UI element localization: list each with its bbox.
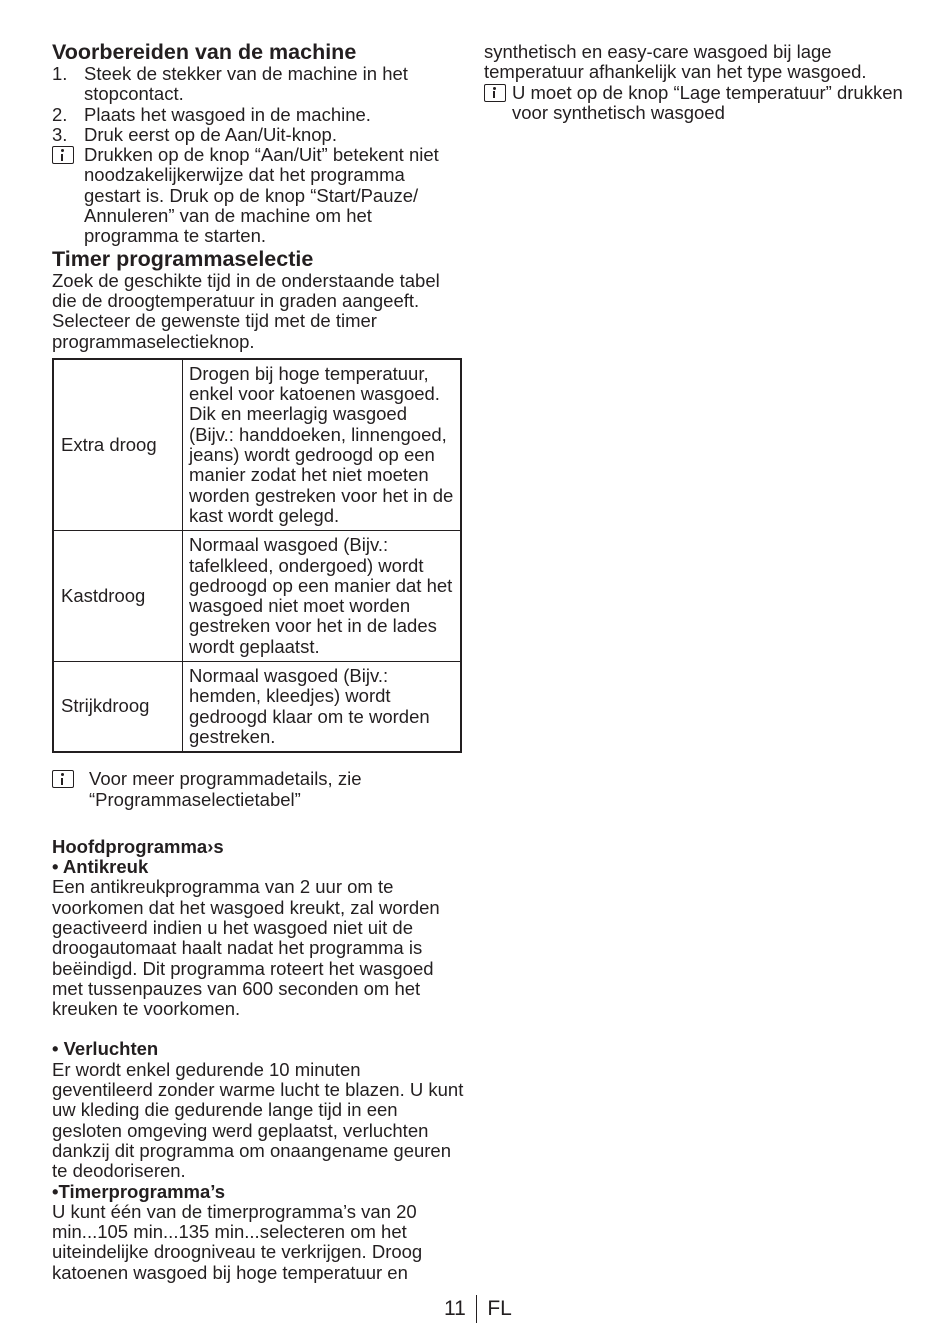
- timer-programs-text: U kunt één van de timerprogramma’s van 20 min...105 min...135 min...selecteren om het uiteindelijke droogniveau te verkrijgen. Droog katoenen wasgoed bij hoge temperatuur en: [52, 1200, 423, 1283]
- info-icon: [52, 770, 74, 788]
- table-row: [53, 662, 461, 753]
- level-cell: Strijkdroog: [53, 662, 183, 753]
- note-program-details: [52, 769, 464, 810]
- verluchten-text: Er wordt enkel gedurende 10 minuten geventileerd zonder warme lucht te blazen. U kunt uw kleding die gedurende lange tijd in een gesloten omgeving werd geplaatst, verluchten dankzij dit programma om onaangename geuren te deodoriseren.: [52, 1058, 464, 1182]
- note-text: Drukken op de knop “Aan/Uit” betekent niet noodzakelijkerwijze dat het programma gestart is. Druk op de knop “Start/Pauze/ Annuleren” van de machine om het programma te starten.: [84, 144, 439, 247]
- antikreuk-text: Een antikreukprogramma van 2 uur om te voorkomen dat het wasgoed kreukt, zal worden geactiveerd indien u het wasgoed niet uit de droogautomaat haalt nadat het programma is beëindigd. Dit programma roteert het wasgoed met tussenpauzes van 600 seconden om het kreuken te voorkomen.: [52, 876, 440, 1020]
- section-title-preparation: Voorbereiden van de machine: [52, 40, 357, 64]
- drying-level-table: [52, 358, 462, 753]
- page-footer: [444, 1295, 512, 1323]
- desc-cell: Normaal wasgoed (Bijv.: tafelkleed, ondergoed) wordt gedroogd op een manier dat het wasgoed niet moet worden gestreken voor het in de lades wordt geplaatst.: [183, 531, 462, 662]
- language-code: FL: [487, 1296, 512, 1320]
- timer-intro: Zoek de geschikte tijd in de onderstaande tabel die de droogtemperatuur in graden aangeeft. Selecteer de gewenste tijd met de timer programmaselectieknop.: [52, 269, 440, 352]
- table-row: [53, 359, 461, 531]
- info-icon: [52, 146, 74, 164]
- table-row: [53, 531, 461, 662]
- timer-programs-title: •Timerprogramma’s: [52, 1180, 226, 1202]
- note-text: Voor meer programmadetails, zie “Programmaselectietabel”: [89, 768, 362, 810]
- page-number: 11: [444, 1296, 466, 1320]
- level-cell: Extra droog: [53, 359, 183, 531]
- verluchten-title: • Verluchten: [52, 1038, 159, 1060]
- left-column: [52, 41, 464, 1283]
- desc-cell: Normaal wasgoed (Bijv.: hemden, kleedjes) wordt gedroogd klaar om te worden gestreken.: [183, 662, 462, 753]
- main-programs-title: Hoofdprogramma›s: [52, 835, 224, 857]
- note-text: U moet op de knop “Lage temperatuur” drukken voor synthetisch wasgoed: [512, 81, 903, 123]
- info-icon: [484, 84, 506, 102]
- step-item: 1. Steek de stekker van de machine in het stopcontact.: [52, 63, 408, 105]
- step-item: 3. Druk eerst op de Aan/Uit-knop.: [52, 123, 337, 145]
- level-cell: Kastdroog: [53, 531, 183, 662]
- steps-list: [52, 64, 464, 145]
- continued-text: synthetisch en easy-care wasgoed bij lage temperatuur afhankelijk van het type wasgoed.: [484, 41, 867, 83]
- desc-cell: Drogen bij hoge temperatuur, enkel voor katoenen wasgoed. Dik en meerlagig wasgoed (Bijv.: handdoeken, linnengoed, jeans) wordt gedroogd op een manier zodat het niet moeten worden gestreken voor het in de kast wordt gelegd.: [183, 359, 462, 531]
- section-title-timer: Timer programmaselectie: [52, 246, 314, 271]
- right-column: [484, 42, 904, 123]
- antikreuk-title: • Antikreuk: [52, 856, 149, 878]
- footer-divider: [476, 1295, 478, 1323]
- note-low-temperature: [484, 83, 904, 124]
- note-start: [52, 145, 464, 246]
- step-item: 2. Plaats het wasgoed in de machine.: [52, 103, 371, 125]
